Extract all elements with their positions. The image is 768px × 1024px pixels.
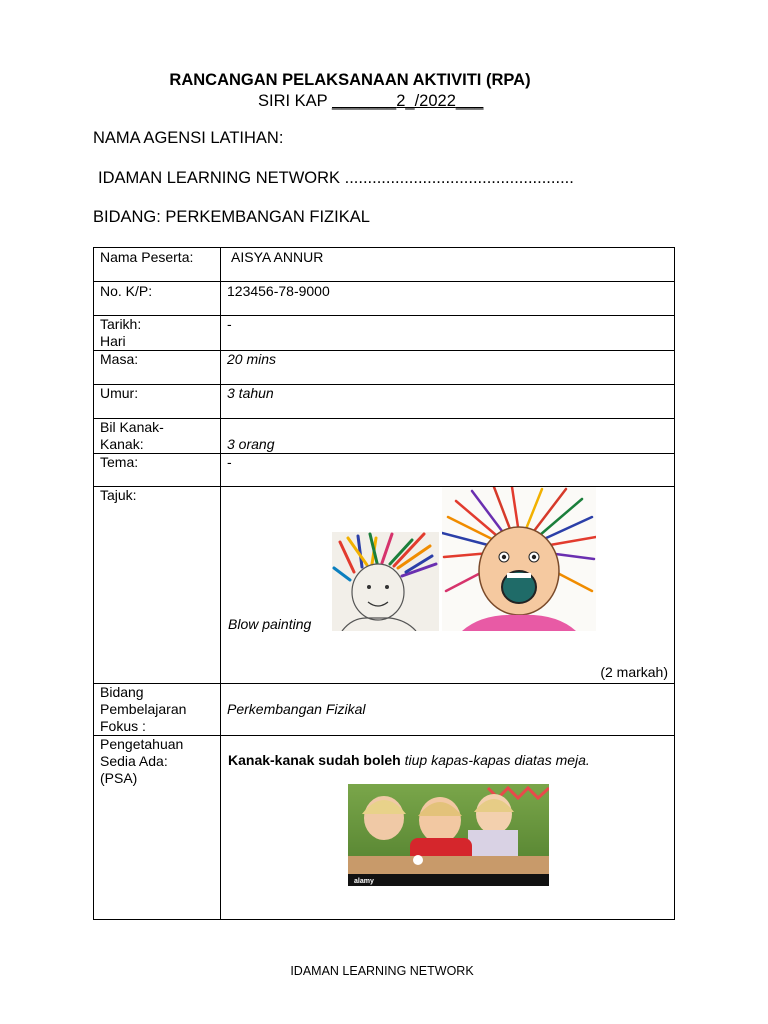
kp-value: 123456-78-9000: [221, 282, 675, 316]
tajuk-label: Tajuk:: [94, 487, 221, 684]
table-row-psa: [94, 736, 675, 920]
bidang-label-3: Fokus :: [100, 718, 146, 734]
children-blowing-photo-image: [348, 784, 549, 886]
psa-label-cell: [94, 736, 221, 920]
psa-label-1: Pengetahuan: [100, 736, 184, 752]
tarikh-value: -: [221, 316, 675, 351]
series-blank-2: ___: [455, 92, 484, 110]
table-row-nama: [94, 248, 675, 282]
bidang-label-2: Pembelajaran: [100, 701, 187, 717]
tarikh-label-cell: [94, 316, 221, 351]
psa-label-2: Sedia Ada:: [100, 753, 168, 769]
bidang-label-1: Bidang: [100, 684, 144, 700]
bil-label-2: Kanak:: [100, 436, 144, 452]
nama-label: Nama Peserta:: [94, 248, 221, 282]
hari-label: Hari: [100, 333, 126, 349]
bil-label-cell: [94, 419, 221, 454]
kp-label: No. K/P:: [94, 282, 221, 316]
agency-name: IDAMAN LEARNING NETWORK ..................................................: [98, 169, 574, 187]
table-row-kp: [94, 282, 675, 316]
masa-label: Masa:: [94, 351, 221, 385]
psa-cell: [221, 736, 675, 920]
page-footer: IDAMAN LEARNING NETWORK: [290, 964, 474, 978]
tema-label: Tema:: [94, 454, 221, 487]
table-row-tema: [94, 454, 675, 487]
bidang-label-cell: [94, 684, 221, 736]
boy-drawing-image: [332, 532, 439, 631]
series-number: 2_/2022: [396, 92, 456, 110]
umur-label: Umur:: [94, 385, 221, 419]
screaming-face-painting-image: [442, 487, 596, 631]
bil-label-1: Bil Kanak-: [100, 419, 164, 435]
umur-value: 3 tahun: [221, 385, 675, 419]
tajuk-value: Blow painting: [228, 616, 312, 632]
bil-value: 3 orang: [221, 419, 675, 454]
tema-value: -: [221, 454, 675, 487]
series-line: [258, 92, 483, 111]
table-row-bidang: [94, 684, 675, 736]
psa-label-3: (PSA): [100, 770, 138, 786]
psa-text: [228, 752, 590, 769]
tajuk-cell: [221, 487, 675, 684]
tarikh-label: Tarikh:: [100, 316, 142, 332]
table-row-masa: [94, 351, 675, 385]
tajuk-marks: (2 markah): [600, 664, 668, 680]
bidang-heading: BIDANG: PERKEMBANGAN FIZIKAL: [93, 208, 370, 226]
document-title: RANCANGAN PELAKSANAAN AKTIVITI (RPA): [169, 71, 531, 89]
agency-label: NAMA AGENSI LATIHAN:: [93, 129, 284, 147]
table-row-tajuk: [94, 487, 675, 684]
rpa-table: [93, 247, 675, 920]
series-prefix: SIRI KAP: [258, 92, 332, 110]
masa-value: 20 mins: [221, 351, 675, 385]
nama-value: AISYA ANNUR: [221, 248, 675, 282]
bidang-value: Perkembangan Fizikal: [221, 684, 675, 736]
table-row-tarikh: [94, 316, 675, 351]
series-blank-1: _______: [331, 92, 397, 110]
psa-italic-text: tiup kapas-kapas diatas meja.: [400, 752, 590, 768]
psa-bold-text: Kanak-kanak sudah boleh: [228, 752, 401, 768]
table-row-bil: [94, 419, 675, 454]
table-row-umur: [94, 385, 675, 419]
photo-watermark: alamy: [354, 878, 374, 885]
